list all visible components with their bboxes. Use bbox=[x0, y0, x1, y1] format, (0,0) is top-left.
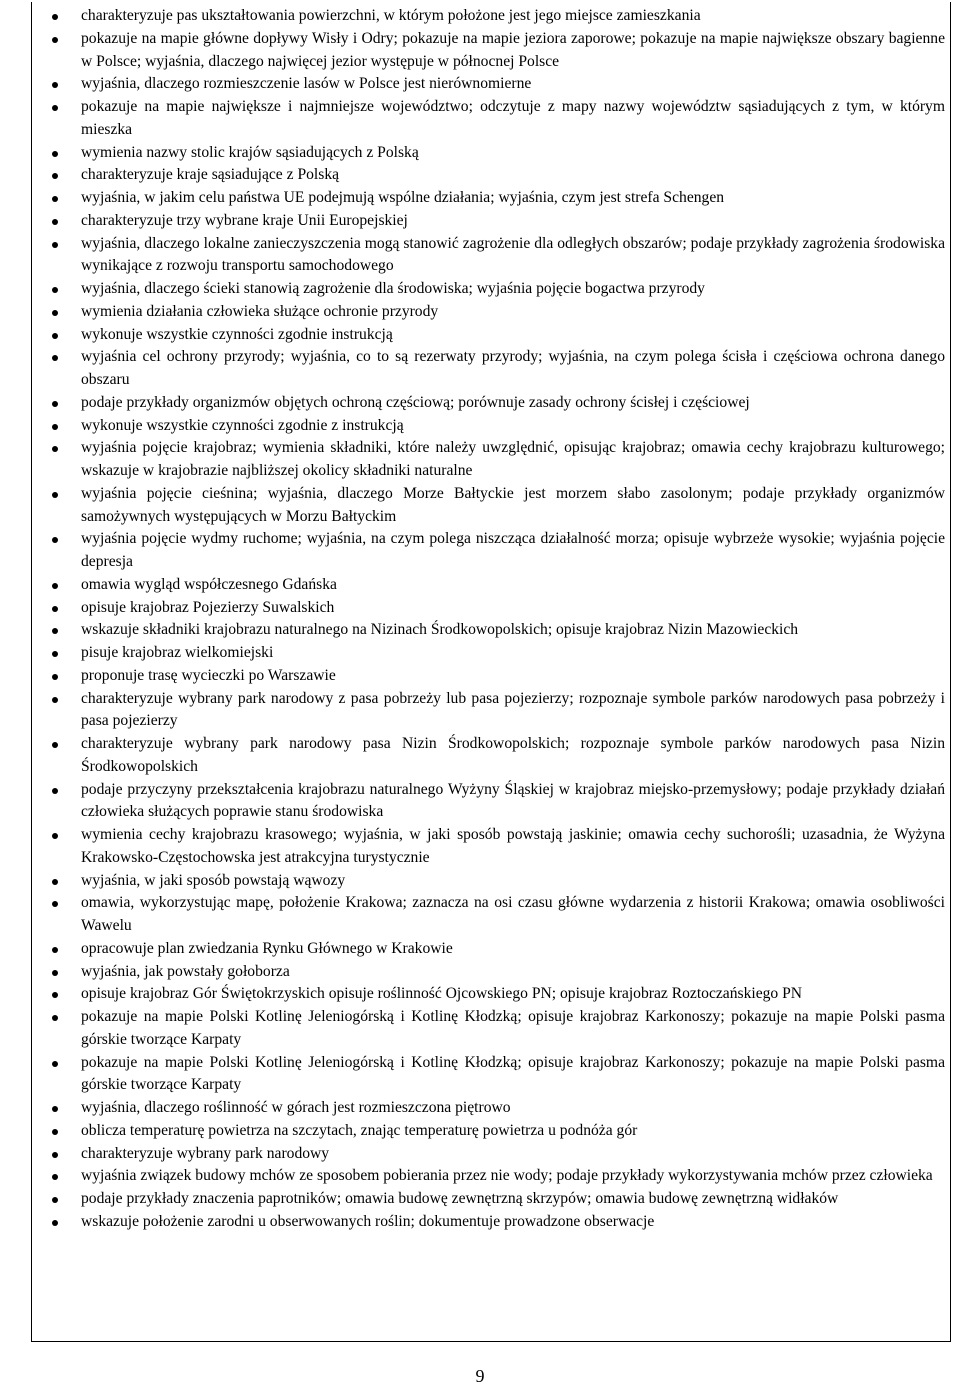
list-item-text: pisuje krajobraz wielkomiejski bbox=[81, 644, 274, 661]
bullet-icon bbox=[52, 1129, 58, 1135]
list-item-text: wyjaśnia pojęcie wydmy ruchome; wyjaśnia, na czym polega niszcząca działalność morza; opisuje wybrzeże wysokie; wyjaśnia pojęcie depresja bbox=[81, 530, 945, 570]
bullet-icon bbox=[52, 833, 58, 839]
list-item bbox=[32, 483, 950, 529]
bullet-icon bbox=[52, 583, 58, 589]
bullet-icon bbox=[52, 287, 58, 293]
bullet-icon bbox=[52, 1106, 58, 1112]
bullet-icon bbox=[52, 947, 58, 953]
list-item-text: wyjaśnia, dlaczego lokalne zanieczyszczenia mogą stanowić zagrożenie dla odległych obszarów; podaje przykłady zagrożenia środowiska wynikające z rozwoju transportu samochodowego bbox=[81, 234, 945, 275]
list-item-text: pokazuje na mapie Polski Kotlinę Jeleniogórską i Kotlinę Kłodzką; opisuje krajobraz Karkonoszy; pokazuje na mapie Polski pasma górskie tworzące Karpaty bbox=[81, 1008, 945, 1048]
list-item bbox=[32, 870, 950, 893]
list-item bbox=[32, 665, 950, 688]
bullet-icon bbox=[52, 333, 58, 339]
list-item bbox=[32, 824, 950, 870]
list-item-text: opisuje krajobraz Pojezierzy Suwalskich bbox=[81, 598, 335, 616]
list-item bbox=[32, 96, 950, 142]
bullet-icon bbox=[52, 1015, 58, 1021]
list-item-text: charakteryzuje pas ukształtowania powierzchni, w którym położone jest jego miejsce zamieszkania bbox=[81, 7, 701, 24]
list-item-text: wymienia nazwy stolic krajów sąsiadujących z Polską bbox=[81, 143, 419, 161]
bullet-icon bbox=[52, 173, 58, 179]
list-item-text: wskazuje położenie zarodni u obserwowanych roślin; dokumentuje prowadzone obserwacje bbox=[81, 1212, 655, 1230]
list-item bbox=[32, 1165, 950, 1188]
list-item bbox=[32, 437, 950, 483]
bullet-icon bbox=[52, 1197, 58, 1203]
bullet-icon bbox=[52, 401, 58, 407]
list-item bbox=[32, 961, 950, 984]
bullet-icon bbox=[52, 674, 58, 680]
list-item bbox=[32, 574, 950, 597]
list-item-text: wyjaśnia, dlaczego ścieki stanowią zagrożenie dla środowiska; wyjaśnia pojęcie bogactwa przyrody bbox=[81, 280, 705, 297]
list-item-text: charakteryzuje wybrany park narodowy pasa Nizin Środkowopolskich; rozpoznaje symbole parków narodowych pasa Nizin Środkowopolskich bbox=[81, 735, 945, 775]
list-item bbox=[32, 210, 950, 233]
bullet-icon bbox=[52, 492, 58, 498]
list-item bbox=[32, 597, 950, 620]
list-item-text: pokazuje na mapie największe i najmniejsze województwo; odczytuje z mapy nazwy województw sąsiadujących z tym, w którym mieszka bbox=[81, 98, 945, 138]
list-item bbox=[32, 619, 950, 642]
list-item bbox=[32, 733, 950, 779]
list-item bbox=[32, 892, 950, 938]
list-item-text: charakteryzuje wybrany park narodowy bbox=[81, 1144, 330, 1162]
bullet-icon bbox=[52, 82, 58, 88]
list-item-text: oblicza temperaturę powietrza na szczytach, znając temperaturę powietrza u podnóża gór bbox=[81, 1121, 638, 1139]
bullet-icon bbox=[52, 105, 58, 111]
bullet-icon bbox=[52, 1174, 58, 1180]
list-item-text: opisuje krajobraz Gór Świętokrzyskich opisuje roślinność Ojcowskiego PN; opisuje krajobraz Roztoczańskiego PN bbox=[81, 985, 803, 1003]
list-item bbox=[32, 415, 950, 438]
requirements-list bbox=[32, 5, 950, 1234]
list-item-text: pokazuje na mapie Polski Kotlinę Jeleniogórską i Kotlinę Kłodzką; opisuje krajobraz Karkonoszy; pokazuje na mapie Polski pasma górskie tworzące Karpaty bbox=[81, 1053, 945, 1094]
list-item bbox=[32, 187, 950, 210]
bullet-icon bbox=[52, 355, 58, 361]
list-item-text: omawia wygląd współczesnego Gdańska bbox=[81, 575, 337, 593]
list-item-text: charakteryzuje wybrany park narodowy z pasa pobrzeży lub pasa pojezierzy; rozpoznaje symbole parków narodowych pasa pobrzeży i pasa pojezierzy bbox=[81, 689, 945, 730]
list-item bbox=[32, 142, 950, 165]
bullet-icon bbox=[52, 788, 58, 794]
list-item bbox=[32, 1120, 950, 1143]
bullet-icon bbox=[52, 1220, 58, 1226]
list-item bbox=[32, 1052, 950, 1098]
list-item-text: wykonuje wszystkie czynności zgodnie z instrukcją bbox=[81, 416, 404, 434]
list-item bbox=[32, 938, 950, 961]
list-item-text: wyjaśnia cel ochrony przyrody; wyjaśnia, co to są rezerwaty przyrody; wyjaśnia, na czym polega ścisła i częściowa ochrona danego obszaru bbox=[81, 348, 945, 388]
list-item bbox=[32, 73, 950, 96]
bullet-icon bbox=[52, 970, 58, 976]
list-item bbox=[32, 779, 950, 825]
list-item-text: podaje przykłady organizmów objętych ochroną częściową; porównuje zasady ochrony ścisłej i częściowej bbox=[81, 393, 750, 411]
bullet-icon bbox=[52, 14, 58, 20]
list-item-text: wyjaśnia, dlaczego rozmieszczenie lasów w Polsce jest nierównomierne bbox=[81, 75, 532, 93]
list-item-text: wyjaśnia, w jaki sposób powstają wąwozy bbox=[81, 871, 346, 889]
list-item bbox=[32, 278, 950, 301]
list-item bbox=[32, 233, 950, 279]
list-item-text: podaje przykłady znaczenia paprotników; omawia budowę zewnętrzną skrzypów; omawia budowę zewnętrzną widłaków bbox=[81, 1190, 839, 1207]
list-item-text: opracowuje plan zwiedzania Rynku Głównego w Krakowie bbox=[81, 939, 453, 957]
list-item-text: charakteryzuje trzy wybrane kraje Unii Europejskiej bbox=[81, 211, 408, 229]
bullet-icon bbox=[52, 1061, 58, 1067]
list-item bbox=[32, 346, 950, 392]
list-item bbox=[32, 164, 950, 187]
bullet-icon bbox=[52, 697, 58, 703]
bullet-icon bbox=[52, 992, 58, 998]
list-item bbox=[32, 642, 950, 665]
list-item-text: wyjaśnia, dlaczego roślinność w górach jest rozmieszczona piętrowo bbox=[81, 1099, 511, 1116]
bullet-icon bbox=[52, 310, 58, 316]
bullet-icon bbox=[52, 196, 58, 202]
bullet-icon bbox=[52, 424, 58, 430]
bullet-icon bbox=[52, 651, 58, 657]
list-item bbox=[32, 983, 950, 1006]
bullet-icon bbox=[52, 446, 58, 452]
page-number: 9 bbox=[475, 1366, 485, 1386]
bullet-icon bbox=[52, 37, 58, 43]
list-item-text: wykonuje wszystkie czynności zgodnie instrukcją bbox=[81, 325, 393, 343]
bullet-icon bbox=[52, 901, 58, 907]
requirements-table-frame bbox=[31, 2, 951, 1342]
list-item-text: wskazuje składniki krajobrazu naturalnego na Nizinach Środkowopolskich; opisuje krajobraz Nizin Mazowieckich bbox=[81, 621, 799, 639]
bullet-icon bbox=[52, 219, 58, 225]
list-item bbox=[32, 688, 950, 734]
list-item-text: wymienia działania człowieka służące ochronie przyrody bbox=[81, 302, 439, 320]
list-item-text: wyjaśnia, jak powstały gołoborza bbox=[81, 962, 290, 980]
list-item-text: wyjaśnia, w jakim celu państwa UE podejmują wspólne działania; wyjaśnia, czym jest strefa Schengen bbox=[81, 189, 725, 206]
list-item bbox=[32, 1143, 950, 1166]
bullet-icon bbox=[52, 1152, 58, 1158]
bullet-icon bbox=[52, 742, 58, 748]
list-item bbox=[32, 28, 950, 74]
list-item bbox=[32, 528, 950, 574]
list-item-text: charakteryzuje kraje sąsiadujące z Polską bbox=[81, 166, 340, 184]
list-item-text: proponuje trasę wycieczki po Warszawie bbox=[81, 666, 336, 684]
bullet-icon bbox=[52, 606, 58, 612]
list-item bbox=[32, 301, 950, 324]
list-item bbox=[32, 392, 950, 415]
list-item-text: omawia, wykorzystując mapę, położenie Krakowa; zaznacza na osi czasu główne wydarzenia z historii Krakowa; omawia osobliwości Wawelu bbox=[81, 894, 945, 934]
bullet-icon bbox=[52, 628, 58, 634]
list-item bbox=[32, 1188, 950, 1211]
list-item bbox=[32, 1211, 950, 1234]
list-item-text: pokazuje na mapie główne dopływy Wisły i Odry; pokazuje na mapie jeziora zaporowe; pokazuje na mapie największe obszary bagienne w Polsce; wyjaśnia, dlaczego najwięcej jezior występuje w północnej Polsce bbox=[81, 29, 945, 70]
bullet-icon bbox=[52, 151, 58, 157]
list-item-text: wyjaśnia pojęcie krajobraz; wymienia składniki, które należy uwzględnić, opisując krajobraz; omawia cechy krajobrazu kulturowego; wskazuje w krajobrazie najbliższej okolicy składniki naturalne bbox=[81, 439, 945, 479]
list-item-text: wymienia cechy krajobrazu krasowego; wyjaśnia, w jaki sposób powstają jaskinie; omawia cechy suchorośli; uzasadnia, że Wyżyna Krakowsko-Częstochowska jest atrakcyjna turystycznie bbox=[81, 826, 945, 866]
bullet-icon bbox=[52, 537, 58, 543]
list-item-text: podaje przyczyny przekształcenia krajobrazu naturalnego Wyżyny Śląskiej w krajobraz miejsko-przemysłowy; podaje przykłady działań człowieka służących poprawie stanu środowiska bbox=[81, 780, 945, 821]
list-item bbox=[32, 5, 950, 28]
list-item bbox=[32, 1097, 950, 1120]
list-item-text: wyjaśnia pojęcie cieśnina; wyjaśnia, dlaczego Morze Bałtyckie jest morzem słabo zasolonym; podaje przykłady organizmów samożywnych występujących w Morzu Bałtyckim bbox=[81, 484, 945, 525]
list-item-text: wyjaśnia związek budowy mchów ze sposobem pobierania przez nie wody; podaje przykłady wykorzystywania mchów przez człowieka bbox=[81, 1167, 933, 1185]
list-item bbox=[32, 324, 950, 347]
list-item bbox=[32, 1006, 950, 1052]
bullet-icon bbox=[52, 879, 58, 885]
bullet-icon bbox=[52, 242, 58, 248]
